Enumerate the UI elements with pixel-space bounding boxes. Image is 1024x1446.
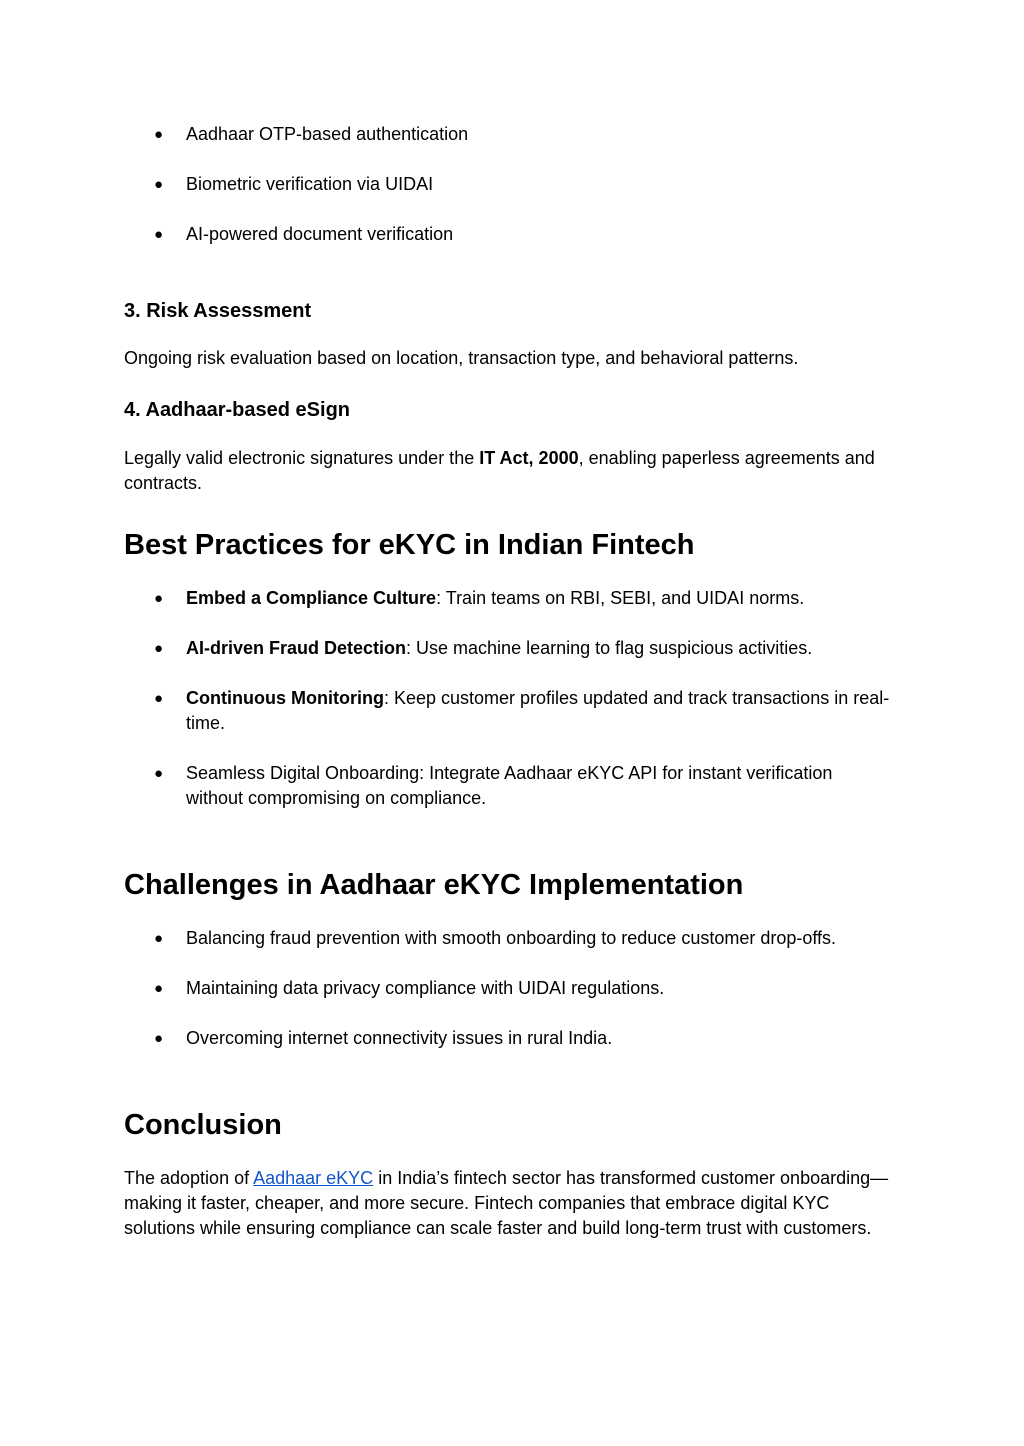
list-item-title: Continuous Monitoring: [186, 688, 384, 708]
bullet-icon: ●: [154, 226, 164, 243]
list-item: [124, 761, 894, 811]
list-item-text: Overcoming internet connectivity issues in rural India.: [186, 1028, 613, 1048]
challenges-heading: Challenges in Aadhaar eKYC Implementation: [124, 869, 744, 901]
list-item: [124, 122, 894, 147]
conclusion-heading: Conclusion: [124, 1109, 282, 1141]
best-practices-list: [124, 586, 894, 811]
bullet-icon: ●: [154, 765, 164, 782]
list-item-text: Biometric verification via UIDAI: [186, 174, 434, 194]
list-item-text: Seamless Digital Onboarding: Integrate Aadhaar eKYC API for instant verification without compromising on compliance.: [186, 763, 833, 808]
list-item: [124, 172, 894, 197]
list-item-text: Aadhaar OTP-based authentication: [186, 124, 469, 144]
list-item: [124, 636, 894, 661]
best-practices-heading: Best Practices for eKYC in Indian Fintech: [124, 529, 695, 561]
risk-assessment-heading: 3. Risk Assessment: [124, 300, 312, 322]
conclusion-text-start: The adoption of: [124, 1168, 254, 1188]
list-item-text: : Keep customer profiles updated and track transactions in real-time.: [186, 688, 890, 733]
list-item: [124, 586, 894, 611]
list-item-title: AI-driven Fraud Detection: [186, 638, 407, 658]
bullet-icon: ●: [154, 640, 164, 657]
esign-heading: 4. Aadhaar-based eSign: [124, 399, 350, 421]
list-item: [124, 976, 894, 1001]
bullet-icon: ●: [154, 590, 164, 607]
challenges-list: [124, 926, 894, 1051]
bullet-icon: ●: [154, 930, 164, 947]
bullet-icon: ●: [154, 1030, 164, 1047]
conclusion-text: [124, 1166, 894, 1241]
list-item-text: Maintaining data privacy compliance with UIDAI regulations.: [186, 978, 665, 998]
bullet-icon: ●: [154, 690, 164, 707]
list-item: [124, 926, 894, 951]
conclusion-text-end: in India’s fintech sector has transformed customer onboarding—making it faster, cheaper, and more secure. Fintech companies that embrace digital KYC solutions while ensuring compliance can scale faster and build long-term trust with customers.: [124, 1168, 889, 1238]
list-item-text: Balancing fraud prevention with smooth onboarding to reduce customer drop-offs.: [186, 928, 837, 948]
bullet-icon: ●: [154, 980, 164, 997]
list-item: [124, 686, 894, 736]
aadhaar-ekyc-link[interactable]: Aadhaar eKYC: [253, 1168, 374, 1188]
esign-text: [124, 446, 894, 496]
list-item-text: : Train teams on RBI, SEBI, and UIDAI norms.: [436, 588, 805, 608]
esign-act-name: IT Act, 2000: [479, 448, 579, 468]
list-item: [124, 1026, 894, 1051]
bullet-icon: ●: [154, 126, 164, 143]
risk-assessment-text: Ongoing risk evaluation based on location, transaction type, and behavioral patterns.: [124, 348, 799, 368]
bullet-icon: ●: [154, 176, 164, 193]
list-item-text: : Use machine learning to flag suspicious activities.: [406, 638, 813, 658]
verification-methods-list: [124, 122, 894, 247]
list-item-title: Embed a Compliance Culture: [186, 588, 437, 608]
esign-text-end: , enabling paperless agreements and contracts.: [124, 448, 875, 493]
list-item: [124, 222, 894, 247]
esign-text-start: Legally valid electronic signatures under the: [124, 448, 480, 468]
list-item-text: AI-powered document verification: [186, 224, 454, 244]
